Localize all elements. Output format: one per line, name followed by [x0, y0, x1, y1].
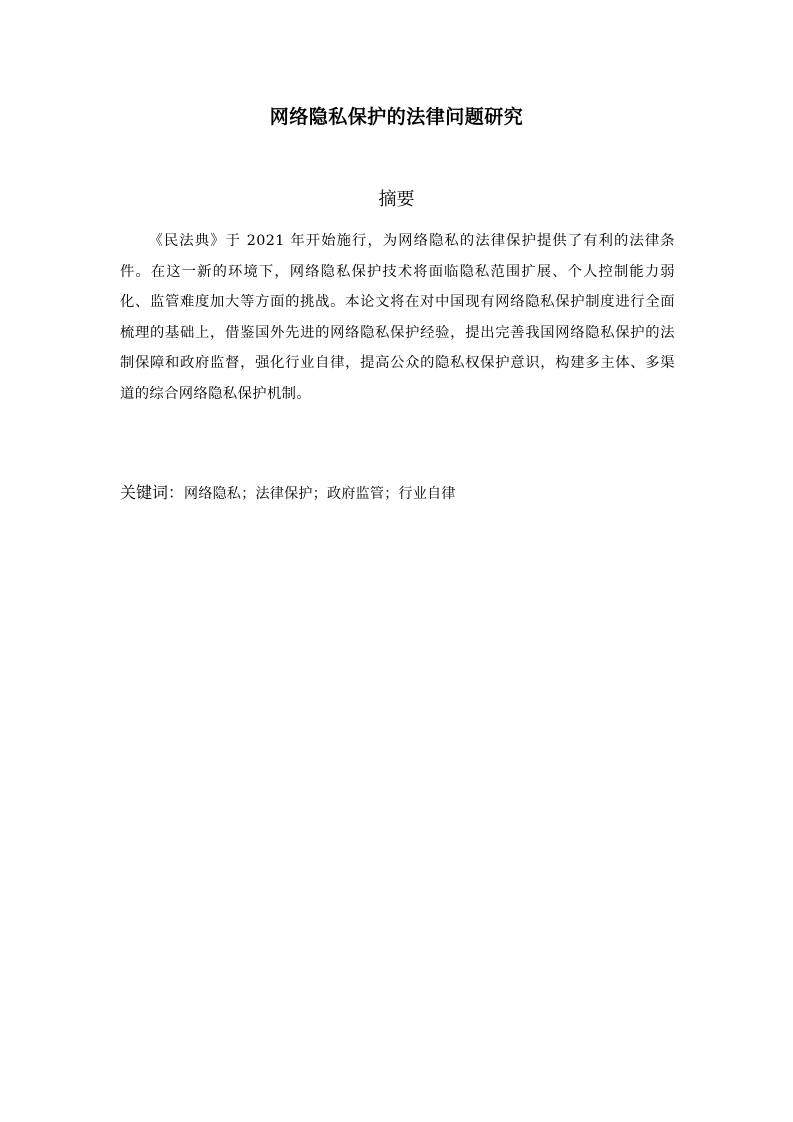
keywords-line — [120, 480, 675, 508]
abstract-body: 《民法典》于 2021 年开始施行，为网络隐私的法律保护提供了有利的法律条件。在这一新的环境下，网络隐私保护技术将面临隐私范围扩展、个人控制能力弱化、监管难度加大等方面的挑战。本论文将在对中国现有网络隐私保护制度进行全面梳理的基础上，借鉴国外先进的网络隐私保护经验，提出完善我国网络隐私保护的法制保障和政府监督，强化行业自律，提高公众的隐私权保护意识，构建多主体、多渠道的综合网络隐私保护机制。 — [120, 233, 675, 402]
abstract-heading: 摘要 — [378, 189, 415, 210]
keywords-label: 关键词： — [120, 483, 185, 502]
keywords-text: 网络隐私；法律保护；政府监管；行业自律 — [184, 486, 456, 502]
document-title: 网络隐私保护的法律问题研究 — [269, 106, 524, 128]
